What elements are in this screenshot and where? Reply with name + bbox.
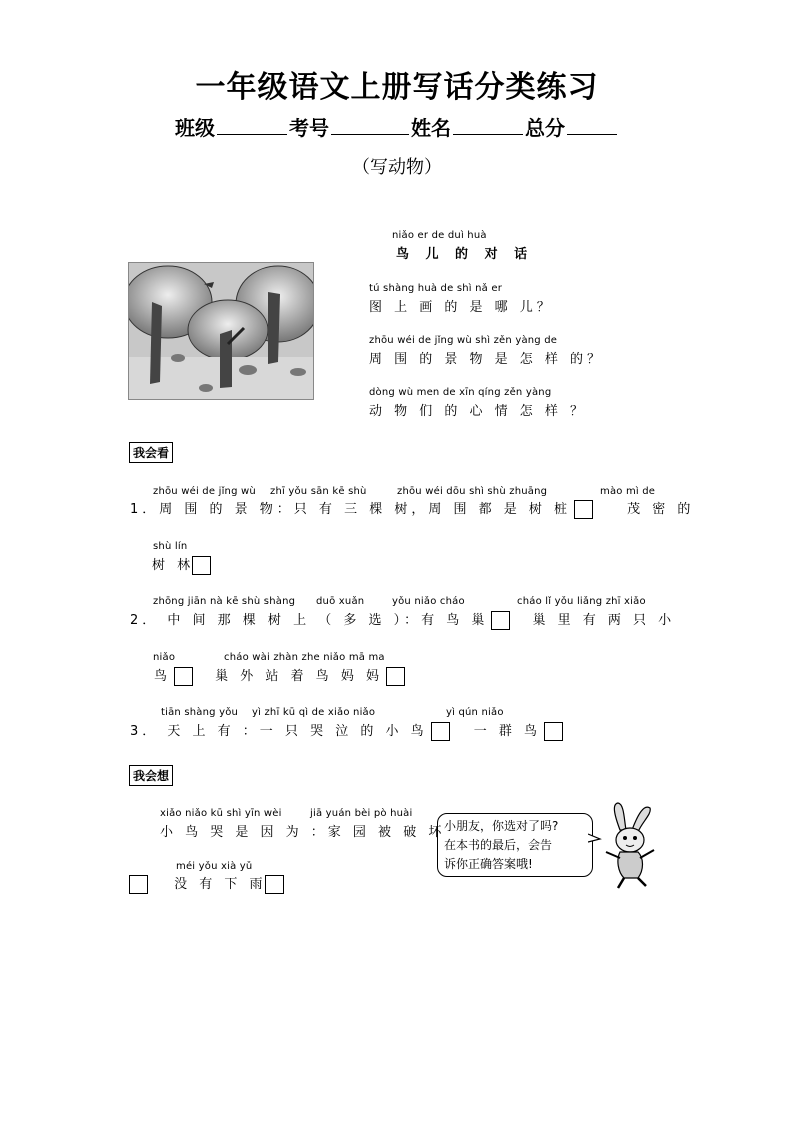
intro-q2-pinyin: zhōu wéi de jǐng wù shì zěn yàng de	[369, 335, 558, 346]
item2-checkbox-nest[interactable]	[491, 611, 510, 630]
think-pinyin-a: xiǎo niǎo kū shì yīn wèi	[160, 808, 282, 819]
hint-speech-bubble	[437, 813, 593, 877]
intro-q1: 图 上 画 的 是 哪 儿？	[369, 300, 554, 315]
item3-text-a: 3． 天 上 有 ：一 只 哭 泣 的 小 鸟	[130, 724, 428, 739]
item2-pinyin-c: yǒu niǎo cháo	[392, 596, 465, 607]
item1-checkbox-forest[interactable]	[192, 556, 211, 575]
item2-pinyin-a: zhōng jiān nà kē shù shàng	[153, 596, 296, 607]
intro-title-pinyin: niǎo er de duì huà	[392, 230, 487, 241]
item2-pinyin-f: cháo wài zhàn zhe niǎo mā ma	[224, 652, 385, 663]
score-label: 总分	[525, 116, 565, 140]
bubble-line-2: 在本书的最后，会告	[444, 838, 553, 852]
item3-text	[130, 720, 563, 741]
item1-pinyin-e: shù lín	[153, 541, 188, 552]
item1-text-a: 1．周 围 的 景 物：只 有 三 棵 树，周 围 都 是 树 桩	[130, 502, 571, 517]
exam-no-label: 考号	[289, 116, 329, 140]
item1-pinyin-c: zhōu wéi dōu shì shù zhuāng	[397, 486, 548, 497]
bubble-line-3: 诉你正确答案哦!	[444, 857, 533, 871]
item2-pinyin-b: duō xuǎn	[316, 596, 365, 607]
item2-pinyin-d: cháo lǐ yǒu liǎng zhī xiǎo	[517, 596, 646, 607]
score-blank[interactable]	[567, 116, 617, 135]
think-text-a: 小 鸟 哭 是 因 为 ：家 园 被 破 坏	[160, 825, 446, 840]
item1-pinyin-d: mào mì de	[600, 486, 656, 497]
item2-text-a: 2． 中 间 那 棵 树 上 （ 多 选 ）：有 鸟 巢	[130, 613, 489, 628]
section-look-label: 我会看	[129, 442, 173, 463]
intro-q3-pinyin: dòng wù men de xīn qíng zěn yàng	[369, 387, 552, 398]
class-blank[interactable]	[217, 116, 287, 135]
page-subtitle: （写动物）	[352, 157, 442, 178]
item2-text-b: 巢 里 有 两 只 小	[532, 613, 676, 628]
item2-text-d: 巢 外 站 着 鸟 妈 妈	[215, 669, 383, 684]
forest-stumps-illustration	[128, 262, 314, 400]
item1-pinyin-b: zhī yǒu sān kē shù	[270, 486, 367, 497]
intro-q2: 周 围 的 景 物 是 怎 样 的？	[369, 352, 605, 367]
item1-checkbox-stumps[interactable]	[574, 500, 593, 519]
name-blank[interactable]	[453, 116, 523, 135]
intro-q3: 动 物 们 的 心 情 怎 样 ？	[369, 404, 588, 419]
item3-pinyin-a: tiān shàng yǒu	[161, 707, 239, 718]
item1-text-c: 树 林	[152, 558, 195, 573]
item2-checkbox-mother-bird[interactable]	[386, 667, 405, 686]
student-info-fields	[0, 112, 794, 141]
item3-pinyin-c: yì qún niǎo	[446, 707, 504, 718]
item3-checkbox-flock[interactable]	[544, 722, 563, 741]
think-checkbox-no-rain[interactable]	[265, 875, 284, 894]
item1-text	[130, 498, 694, 519]
think-text-b: 没 有 下 雨	[174, 877, 267, 892]
intro-title: 鸟 儿 的 对 话	[396, 247, 534, 262]
item1-text-c-row	[152, 554, 211, 575]
intro-q1-pinyin: tú shàng huà de shì nǎ er	[369, 283, 503, 294]
name-label: 姓名	[411, 116, 451, 140]
class-label: 班级	[175, 116, 215, 140]
item2-text-c: 鸟	[154, 669, 172, 684]
page-title: 一年级语文上册写话分类练习	[195, 70, 599, 105]
item3-checkbox-crying-bird[interactable]	[431, 722, 450, 741]
item3-pinyin-b: yì zhī kū qì de xiǎo niǎo	[252, 707, 376, 718]
item1-text-b: 茂 密 的	[627, 502, 695, 517]
think-checkbox-home-destroyed[interactable]	[129, 875, 148, 894]
exam-no-blank[interactable]	[331, 116, 409, 135]
item2-text-row2	[154, 665, 405, 686]
item2-text	[130, 609, 675, 630]
item2-pinyin-e: niǎo	[153, 652, 176, 663]
think-pinyin-c: méi yǒu xià yǔ	[176, 861, 253, 872]
think-pinyin-b: jiā yuán bèi pò huài	[310, 808, 413, 819]
item2-checkbox-small-birds[interactable]	[174, 667, 193, 686]
section-think-label: 我会想	[129, 765, 173, 786]
rabbit-mascot-icon	[598, 800, 660, 892]
item1-pinyin-a: zhōu wéi de jǐng wù	[153, 486, 256, 497]
bubble-line-1: 小朋友，你选对了吗?	[444, 819, 559, 833]
think-answer-row	[129, 873, 284, 894]
item3-text-b: 一 群 鸟	[473, 724, 542, 739]
